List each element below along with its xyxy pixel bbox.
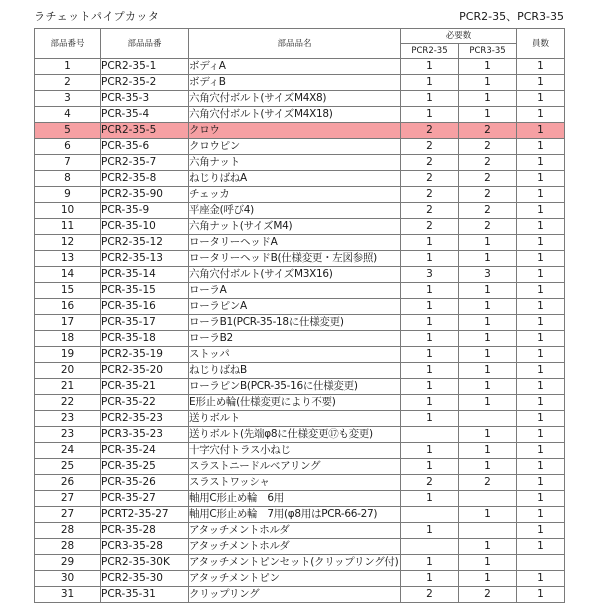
part-name-cell: アタッチメントホルダ xyxy=(189,523,401,539)
qty-cell: 1 xyxy=(517,203,565,219)
table-row xyxy=(35,155,565,171)
part-name-cell: 六角穴付ボルト(サイズM4X8) xyxy=(189,91,401,107)
part-no-cell: 12 xyxy=(35,235,101,251)
qty-cell: 1 xyxy=(517,443,565,459)
part-code-cell: PCR2-35-8 xyxy=(101,171,189,187)
qty-cell: 1 xyxy=(517,155,565,171)
part-name-cell: 十字穴付トラス小ねじ xyxy=(189,443,401,459)
part-name-cell: ローラB2 xyxy=(189,331,401,347)
part-name-cell: ローラB1(PCR-35-18に仕様変更) xyxy=(189,315,401,331)
table-row xyxy=(35,539,565,555)
table-row xyxy=(35,75,565,91)
table-row xyxy=(35,395,565,411)
part-no-cell: 11 xyxy=(35,219,101,235)
required-model-1-cell: 1 xyxy=(401,571,459,587)
part-code-cell: PCR-35-28 xyxy=(101,523,189,539)
part-no-cell: 2 xyxy=(35,75,101,91)
required-model-1-cell: 1 xyxy=(401,59,459,75)
required-model-1-cell: 1 xyxy=(401,379,459,395)
part-code-cell: PCR-35-31 xyxy=(101,587,189,603)
part-name-cell: チェッカ xyxy=(189,187,401,203)
parts-table xyxy=(34,28,565,603)
part-no-cell: 24 xyxy=(35,443,101,459)
part-name-cell: ローラピンA xyxy=(189,299,401,315)
required-model-1-cell: 1 xyxy=(401,75,459,91)
part-code-cell: PCR-35-4 xyxy=(101,107,189,123)
table-row xyxy=(35,347,565,363)
part-name-cell: ロータリーヘッドB(仕様変更・左図参照) xyxy=(189,251,401,267)
table-row xyxy=(35,203,565,219)
required-model-1-cell: 1 xyxy=(401,443,459,459)
required-model-1-cell: 1 xyxy=(401,235,459,251)
part-no-cell: 8 xyxy=(35,171,101,187)
table-row xyxy=(35,507,565,523)
part-no-cell: 21 xyxy=(35,379,101,395)
required-model-2-cell: 1 xyxy=(459,315,517,331)
required-model-2-cell: 1 xyxy=(459,443,517,459)
part-code-cell: PCR-35-16 xyxy=(101,299,189,315)
part-name-cell: クロウピン xyxy=(189,139,401,155)
part-name-cell: 六角ナット(サイズM4) xyxy=(189,219,401,235)
part-name-cell: 六角穴付ボルト(サイズM3X16) xyxy=(189,267,401,283)
part-name-cell: ボディA xyxy=(189,59,401,75)
required-model-2-cell: 1 xyxy=(459,571,517,587)
table-row xyxy=(35,59,565,75)
table-row xyxy=(35,459,565,475)
qty-cell: 1 xyxy=(517,235,565,251)
part-name-cell: ボディB xyxy=(189,75,401,91)
required-model-1-cell: 1 xyxy=(401,555,459,571)
qty-cell: 1 xyxy=(517,363,565,379)
col-header-model-1: PCR2-35 xyxy=(401,44,459,59)
part-no-cell: 30 xyxy=(35,571,101,587)
required-model-2-cell: 1 xyxy=(459,539,517,555)
required-model-2-cell: 1 xyxy=(459,299,517,315)
qty-cell: 1 xyxy=(517,475,565,491)
required-model-1-cell: 2 xyxy=(401,171,459,187)
part-no-cell: 9 xyxy=(35,187,101,203)
part-code-cell: PCR-35-15 xyxy=(101,283,189,299)
required-model-2-cell: 1 xyxy=(459,331,517,347)
required-model-2-cell: 1 xyxy=(459,251,517,267)
part-no-cell: 22 xyxy=(35,395,101,411)
qty-cell: 1 xyxy=(517,187,565,203)
table-row xyxy=(35,491,565,507)
required-model-1-cell: 1 xyxy=(401,107,459,123)
required-model-1-cell: 1 xyxy=(401,363,459,379)
required-model-2-cell xyxy=(459,411,517,427)
qty-cell: 1 xyxy=(517,315,565,331)
required-model-2-cell xyxy=(459,523,517,539)
qty-cell: 1 xyxy=(517,427,565,443)
part-name-cell: ねじりばねB xyxy=(189,363,401,379)
part-name-cell: 送りボルト xyxy=(189,411,401,427)
required-model-2-cell xyxy=(459,491,517,507)
qty-cell: 1 xyxy=(517,123,565,139)
qty-cell: 1 xyxy=(517,347,565,363)
required-model-1-cell: 2 xyxy=(401,475,459,491)
part-name-cell: 送りボルト(先端φ8に仕様変更⑰も変更) xyxy=(189,427,401,443)
part-code-cell: PCR2-35-23 xyxy=(101,411,189,427)
required-model-1-cell: 2 xyxy=(401,139,459,155)
table-row xyxy=(35,443,565,459)
qty-cell: 1 xyxy=(517,571,565,587)
part-code-cell: PCR2-35-12 xyxy=(101,235,189,251)
col-header-model-2: PCR3-35 xyxy=(459,44,517,59)
required-model-1-cell xyxy=(401,539,459,555)
part-code-cell: PCRT2-35-27 xyxy=(101,507,189,523)
required-model-2-cell: 1 xyxy=(459,347,517,363)
required-model-2-cell: 2 xyxy=(459,587,517,603)
required-model-2-cell: 1 xyxy=(459,427,517,443)
part-code-cell: PCR-35-18 xyxy=(101,331,189,347)
table-row xyxy=(35,587,565,603)
part-code-cell: PCR-35-14 xyxy=(101,267,189,283)
qty-cell: 1 xyxy=(517,139,565,155)
part-code-cell: PCR2-35-20 xyxy=(101,363,189,379)
required-model-1-cell: 2 xyxy=(401,187,459,203)
table-row xyxy=(35,475,565,491)
part-no-cell: 18 xyxy=(35,331,101,347)
part-no-cell: 19 xyxy=(35,347,101,363)
col-header-qty: 員数 xyxy=(517,29,565,59)
table-row xyxy=(35,107,565,123)
required-model-1-cell: 1 xyxy=(401,315,459,331)
required-model-2-cell: 2 xyxy=(459,203,517,219)
part-name-cell: ロータリーヘッドA xyxy=(189,235,401,251)
qty-cell: 1 xyxy=(517,283,565,299)
part-no-cell: 15 xyxy=(35,283,101,299)
required-model-1-cell: 1 xyxy=(401,91,459,107)
part-name-cell: アタッチメントピン xyxy=(189,571,401,587)
part-code-cell: PCR-35-9 xyxy=(101,203,189,219)
qty-cell: 1 xyxy=(517,539,565,555)
part-code-cell: PCR-35-10 xyxy=(101,219,189,235)
qty-cell: 1 xyxy=(517,107,565,123)
required-model-1-cell: 2 xyxy=(401,155,459,171)
table-row xyxy=(35,91,565,107)
part-no-cell: 16 xyxy=(35,299,101,315)
required-model-2-cell: 2 xyxy=(459,219,517,235)
part-no-cell: 17 xyxy=(35,315,101,331)
col-header-part-code: 部品品番 xyxy=(101,29,189,59)
required-model-1-cell: 2 xyxy=(401,203,459,219)
part-no-cell: 7 xyxy=(35,155,101,171)
required-model-2-cell: 2 xyxy=(459,139,517,155)
required-model-1-cell: 1 xyxy=(401,459,459,475)
required-model-1-cell: 1 xyxy=(401,283,459,299)
part-name-cell: クリップリング xyxy=(189,587,401,603)
qty-cell: 1 xyxy=(517,459,565,475)
part-name-cell: 軸用C形止め輪 6用 xyxy=(189,491,401,507)
table-row xyxy=(35,315,565,331)
part-no-cell: 23 xyxy=(35,427,101,443)
part-no-cell: 27 xyxy=(35,507,101,523)
part-name-cell: 軸用C形止め輪 7用(φ8用はPCR-66-27) xyxy=(189,507,401,523)
part-name-cell: アタッチメントホルダ xyxy=(189,539,401,555)
part-name-cell: クロウ xyxy=(189,123,401,139)
required-model-2-cell: 2 xyxy=(459,475,517,491)
table-row xyxy=(35,555,565,571)
table-row xyxy=(35,235,565,251)
part-no-cell: 13 xyxy=(35,251,101,267)
parts-table-body xyxy=(35,59,565,603)
part-no-cell: 25 xyxy=(35,459,101,475)
part-code-cell: PCR2-35-30K xyxy=(101,555,189,571)
part-name-cell: スラストニードルベアリング xyxy=(189,459,401,475)
required-model-2-cell: 1 xyxy=(459,283,517,299)
qty-cell: 1 xyxy=(517,59,565,75)
part-no-cell: 14 xyxy=(35,267,101,283)
part-code-cell: PCR-35-17 xyxy=(101,315,189,331)
required-model-2-cell: 1 xyxy=(459,91,517,107)
required-model-2-cell: 1 xyxy=(459,75,517,91)
part-no-cell: 23 xyxy=(35,411,101,427)
qty-cell: 1 xyxy=(517,411,565,427)
part-name-cell: E形止め輪(仕様変更により不要) xyxy=(189,395,401,411)
part-code-cell: PCR-35-24 xyxy=(101,443,189,459)
required-model-2-cell: 1 xyxy=(459,507,517,523)
table-row xyxy=(35,379,565,395)
qty-cell: 1 xyxy=(517,251,565,267)
qty-cell: 1 xyxy=(517,395,565,411)
part-no-cell: 6 xyxy=(35,139,101,155)
part-code-cell: PCR2-35-90 xyxy=(101,187,189,203)
required-model-2-cell: 1 xyxy=(459,59,517,75)
qty-cell: 1 xyxy=(517,91,565,107)
required-model-1-cell: 1 xyxy=(401,395,459,411)
part-name-cell: アタッチメントピンセット(クリップリング付) xyxy=(189,555,401,571)
required-model-2-cell: 2 xyxy=(459,155,517,171)
part-code-cell: PCR-35-6 xyxy=(101,139,189,155)
required-model-2-cell: 2 xyxy=(459,123,517,139)
table-row xyxy=(35,523,565,539)
part-code-cell: PCR3-35-28 xyxy=(101,539,189,555)
required-model-1-cell xyxy=(401,507,459,523)
part-code-cell: PCR2-35-2 xyxy=(101,75,189,91)
required-model-2-cell: 1 xyxy=(459,379,517,395)
qty-cell: 1 xyxy=(517,219,565,235)
required-model-1-cell: 1 xyxy=(401,411,459,427)
part-name-cell: 六角穴付ボルト(サイズM4X18) xyxy=(189,107,401,123)
required-model-1-cell: 3 xyxy=(401,267,459,283)
part-no-cell: 31 xyxy=(35,587,101,603)
qty-cell: 1 xyxy=(517,75,565,91)
required-model-1-cell: 2 xyxy=(401,123,459,139)
part-no-cell: 26 xyxy=(35,475,101,491)
part-no-cell: 27 xyxy=(35,491,101,507)
part-code-cell: PCR2-35-30 xyxy=(101,571,189,587)
part-no-cell: 4 xyxy=(35,107,101,123)
qty-cell xyxy=(517,555,565,571)
part-name-cell: 六角ナット xyxy=(189,155,401,171)
document-title: ラチェットパイプカッタ xyxy=(34,10,160,23)
part-code-cell: PCR-35-3 xyxy=(101,91,189,107)
required-model-1-cell: 1 xyxy=(401,347,459,363)
required-model-2-cell: 1 xyxy=(459,235,517,251)
qty-cell: 1 xyxy=(517,331,565,347)
table-row xyxy=(35,139,565,155)
part-code-cell: PCR2-35-7 xyxy=(101,155,189,171)
qty-cell: 1 xyxy=(517,171,565,187)
table-row xyxy=(35,267,565,283)
col-header-part-no: 部品番号 xyxy=(35,29,101,59)
required-model-1-cell: 1 xyxy=(401,491,459,507)
part-code-cell: PCR2-35-13 xyxy=(101,251,189,267)
part-code-cell: PCR2-35-5 xyxy=(101,123,189,139)
part-no-cell: 10 xyxy=(35,203,101,219)
table-row xyxy=(35,283,565,299)
part-code-cell: PCR2-35-19 xyxy=(101,347,189,363)
part-name-cell: 平座金(呼び4) xyxy=(189,203,401,219)
part-no-cell: 28 xyxy=(35,523,101,539)
table-row xyxy=(35,427,565,443)
part-code-cell: PCR-35-26 xyxy=(101,475,189,491)
table-row xyxy=(35,171,565,187)
required-model-1-cell: 2 xyxy=(401,587,459,603)
qty-cell: 1 xyxy=(517,507,565,523)
qty-cell: 1 xyxy=(517,587,565,603)
part-name-cell: スラストワッシャ xyxy=(189,475,401,491)
table-row xyxy=(35,363,565,379)
qty-cell: 1 xyxy=(517,523,565,539)
required-model-1-cell: 1 xyxy=(401,299,459,315)
part-no-cell: 28 xyxy=(35,539,101,555)
part-name-cell: ローラA xyxy=(189,283,401,299)
required-model-2-cell: 3 xyxy=(459,267,517,283)
part-code-cell: PCR-35-22 xyxy=(101,395,189,411)
required-model-2-cell: 1 xyxy=(459,555,517,571)
qty-cell: 1 xyxy=(517,379,565,395)
table-row xyxy=(35,219,565,235)
part-no-cell: 3 xyxy=(35,91,101,107)
table-row-highlighted xyxy=(35,123,565,139)
required-model-1-cell: 1 xyxy=(401,251,459,267)
part-name-cell: ストッパ xyxy=(189,347,401,363)
col-header-required: 必要数 xyxy=(401,29,517,44)
table-row xyxy=(35,187,565,203)
table-row xyxy=(35,299,565,315)
title-row xyxy=(34,6,564,26)
required-model-2-cell: 1 xyxy=(459,459,517,475)
part-code-cell: PCR-35-25 xyxy=(101,459,189,475)
part-code-cell: PCR3-35-23 xyxy=(101,427,189,443)
model-names: PCR2-35、PCR3-35 xyxy=(459,10,564,23)
part-no-cell: 20 xyxy=(35,363,101,379)
qty-cell: 1 xyxy=(517,491,565,507)
part-no-cell: 29 xyxy=(35,555,101,571)
col-header-part-name: 部品品名 xyxy=(189,29,401,59)
required-model-2-cell: 1 xyxy=(459,395,517,411)
required-model-1-cell: 1 xyxy=(401,523,459,539)
part-no-cell: 1 xyxy=(35,59,101,75)
required-model-2-cell: 2 xyxy=(459,171,517,187)
required-model-2-cell: 2 xyxy=(459,187,517,203)
part-code-cell: PCR-35-27 xyxy=(101,491,189,507)
table-row xyxy=(35,571,565,587)
required-model-2-cell: 1 xyxy=(459,107,517,123)
required-model-1-cell: 2 xyxy=(401,219,459,235)
header-row-top xyxy=(35,29,565,44)
part-code-cell: PCR-35-21 xyxy=(101,379,189,395)
part-name-cell: ローラピンB(PCR-35-16に仕様変更) xyxy=(189,379,401,395)
qty-cell: 1 xyxy=(517,267,565,283)
table-row xyxy=(35,251,565,267)
required-model-2-cell: 1 xyxy=(459,363,517,379)
qty-cell: 1 xyxy=(517,299,565,315)
part-name-cell: ねじりばねA xyxy=(189,171,401,187)
table-row xyxy=(35,331,565,347)
required-model-1-cell: 1 xyxy=(401,331,459,347)
part-code-cell: PCR2-35-1 xyxy=(101,59,189,75)
required-model-1-cell xyxy=(401,427,459,443)
part-no-cell: 5 xyxy=(35,123,101,139)
table-row xyxy=(35,411,565,427)
